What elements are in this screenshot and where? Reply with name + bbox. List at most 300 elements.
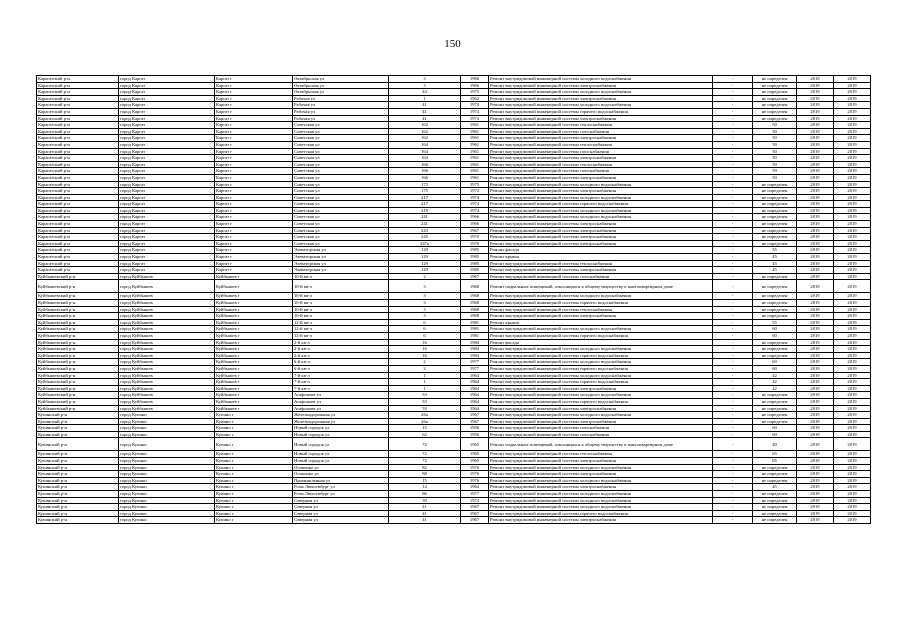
work-type-cell: Ремонт внутридомовой инженерной системы электроснабжения	[489, 385, 713, 392]
work-type-cell: Ремонт внутридомовой инженерной системы горячего водоснабжения	[489, 510, 713, 517]
locality-cell: Каргат г	[215, 207, 293, 214]
end-year-cell: 2019	[834, 510, 871, 517]
start-year-cell: 2019	[797, 385, 834, 392]
wear-cell: не определен	[753, 491, 797, 498]
house-number-cell: 243	[389, 227, 461, 234]
settlement-cell: город Купино	[119, 517, 215, 524]
work-type-cell: Ремонт внутридомовой инженерной системы электроснабжения	[489, 418, 713, 425]
locality-cell: Куйбышев г	[215, 379, 293, 386]
table-row	[37, 319, 871, 326]
street-cell: Северная ул	[293, 510, 389, 517]
table-row	[37, 359, 871, 366]
end-year-cell: 2019	[834, 425, 871, 432]
wear-cell: 50	[753, 161, 797, 168]
table-row	[37, 95, 871, 102]
end-year-cell: 2019	[834, 346, 871, 353]
house-number-cell: 2	[389, 365, 461, 372]
start-year-cell: 2019	[797, 181, 834, 188]
work-type-cell: Ремонт внутридомовой инженерной системы холодного водоснабжения	[489, 207, 713, 214]
settlement-cell: город Каргат	[119, 76, 215, 83]
start-year-cell: 2019	[797, 174, 834, 181]
locality-cell: Каргат г	[215, 128, 293, 135]
table-row	[37, 491, 871, 498]
build-year-cell: 1961	[461, 161, 489, 168]
start-year-cell: 2019	[797, 379, 834, 386]
wear-cell: не определен	[753, 464, 797, 471]
house-number-cell: 53	[389, 392, 461, 399]
dash-cell: -	[713, 372, 753, 379]
dash-cell: -	[713, 141, 753, 148]
district-cell: Карагатский р-н	[37, 82, 119, 89]
district-cell: Куйбышевский р-н	[37, 372, 119, 379]
table-row	[37, 510, 871, 517]
start-year-cell: 2019	[797, 405, 834, 412]
district-cell: Куйбышевский р-н	[37, 319, 119, 326]
end-year-cell: 2019	[834, 352, 871, 359]
wear-cell: не определен	[753, 339, 797, 346]
house-number-cell: 164	[389, 155, 461, 162]
settlement-cell: город Каргат	[119, 122, 215, 129]
dash-cell: -	[713, 122, 753, 129]
build-year-cell: 1974	[461, 207, 489, 214]
settlement-cell: город Купино	[119, 418, 215, 425]
dash-cell: -	[713, 313, 753, 320]
start-year-cell: 2019	[797, 306, 834, 313]
wear-cell: не определен	[753, 227, 797, 234]
work-type-cell: Ремонт внутридомовой инженерной системы горячего водоснабжения	[489, 398, 713, 405]
dash-cell: -	[713, 346, 753, 353]
table-row	[37, 82, 871, 89]
house-number-cell: 14	[389, 484, 461, 491]
district-cell: Куйбышевский р-н	[37, 352, 119, 359]
wear-cell: не определен	[753, 194, 797, 201]
locality-cell: Куйбышев г	[215, 339, 293, 346]
house-number-cell: 129	[389, 254, 461, 261]
end-year-cell: 2019	[834, 398, 871, 405]
settlement-cell: город Каргат	[119, 267, 215, 274]
dash-cell: -	[713, 471, 753, 478]
build-year-cell: 1961	[461, 155, 489, 162]
build-year-cell: 1964	[461, 385, 489, 392]
wear-cell: не определен	[753, 82, 797, 89]
end-year-cell: 2019	[834, 484, 871, 491]
dash-cell: -	[713, 260, 753, 267]
build-year-cell: 1966	[461, 221, 489, 228]
table-row	[37, 418, 871, 425]
locality-cell: Купино г	[215, 431, 293, 438]
dash-cell: -	[713, 339, 753, 346]
dash-cell: -	[713, 234, 753, 241]
work-type-cell: Ремонт внутридомовой инженерной системы холодного водоснабжения	[489, 497, 713, 504]
end-year-cell: 2019	[834, 326, 871, 333]
table-row	[37, 254, 871, 261]
street-cell: Элеваторская ул	[293, 260, 389, 267]
wear-cell: 60	[753, 365, 797, 372]
locality-cell: Куйбышев г	[215, 313, 293, 320]
wear-cell: не определен	[753, 207, 797, 214]
build-year-cell: 1984	[461, 352, 489, 359]
settlement-cell: город Каргат	[119, 82, 215, 89]
street-cell: Советская ул	[293, 227, 389, 234]
start-year-cell: 2019	[797, 207, 834, 214]
end-year-cell: 2019	[834, 148, 871, 155]
wear-cell: не определен	[753, 234, 797, 241]
start-year-cell: 2019	[797, 392, 834, 399]
work-type-cell: Ремонт внутридомовой инженерной системы горячего водоснабжения	[489, 108, 713, 115]
wear-cell: не определен	[753, 273, 797, 280]
table-row	[37, 379, 871, 386]
end-year-cell: 2019	[834, 280, 871, 293]
dash-cell: -	[713, 504, 753, 511]
end-year-cell: 2019	[834, 240, 871, 247]
house-number-cell: 162	[389, 135, 461, 142]
build-year-cell: 1967	[461, 227, 489, 234]
dash-cell: -	[713, 392, 753, 399]
build-year-cell: 1985	[461, 247, 489, 254]
start-year-cell: 2019	[797, 293, 834, 300]
build-year-cell: 1977	[461, 365, 489, 372]
settlement-cell: город Купино	[119, 491, 215, 498]
house-number-cell: 217	[389, 194, 461, 201]
work-type-cell: Ремонт внутридомовой инженерной системы горячего водоснабжения	[489, 332, 713, 339]
wear-cell: 45	[753, 260, 797, 267]
street-cell: Советская ул	[293, 155, 389, 162]
street-cell: 12-й кв-л	[293, 319, 389, 326]
dash-cell: -	[713, 510, 753, 517]
locality-cell: Куйбышев г	[215, 273, 293, 280]
house-number-cell: 166	[389, 174, 461, 181]
house-number-cell: 26а	[389, 412, 461, 419]
start-year-cell: 2019	[797, 418, 834, 425]
dash-cell: -	[713, 267, 753, 274]
settlement-cell: город Каргат	[119, 102, 215, 109]
street-cell: Советская ул	[293, 234, 389, 241]
work-type-cell: Ремонт внутридомовой инженерной системы холодного водоснабжения	[489, 412, 713, 419]
street-cell: Новый городок ул	[293, 458, 389, 465]
dash-cell: -	[713, 128, 753, 135]
street-cell: Осипенко ул	[293, 464, 389, 471]
end-year-cell: 2019	[834, 227, 871, 234]
locality-cell: Каргат г	[215, 194, 293, 201]
settlement-cell: город Каргат	[119, 247, 215, 254]
start-year-cell: 2019	[797, 471, 834, 478]
table-row	[37, 102, 871, 109]
start-year-cell: 2019	[797, 247, 834, 254]
wear-cell: не определен	[753, 115, 797, 122]
street-cell: Октябрьская ул	[293, 89, 389, 96]
start-year-cell: 2019	[797, 82, 834, 89]
district-cell: Карагатский р-н	[37, 148, 119, 155]
build-year-cell: 1967	[461, 412, 489, 419]
locality-cell: Купино г	[215, 504, 293, 511]
table-row	[37, 339, 871, 346]
house-number-cell: 175	[389, 188, 461, 195]
start-year-cell: 2019	[797, 122, 834, 129]
start-year-cell: 2019	[797, 504, 834, 511]
locality-cell: Куйбышев г	[215, 392, 293, 399]
settlement-cell: город Купино	[119, 504, 215, 511]
settlement-cell: город Купино	[119, 497, 215, 504]
table-row	[37, 412, 871, 419]
house-number-cell: 53	[389, 405, 461, 412]
locality-cell: Купино г	[215, 438, 293, 451]
dash-cell: -	[713, 273, 753, 280]
dash-cell: -	[713, 214, 753, 221]
street-cell: Рабочая ул	[293, 95, 389, 102]
end-year-cell: 2019	[834, 174, 871, 181]
start-year-cell: 2019	[797, 141, 834, 148]
start-year-cell: 2019	[797, 517, 834, 524]
table-row	[37, 431, 871, 438]
start-year-cell: 2019	[797, 510, 834, 517]
settlement-cell: город Каргат	[119, 227, 215, 234]
dash-cell: -	[713, 247, 753, 254]
street-cell: Осипенко ул	[293, 471, 389, 478]
settlement-cell: город Каргат	[119, 188, 215, 195]
locality-cell: Каргат г	[215, 76, 293, 83]
house-number-cell: 6	[389, 332, 461, 339]
district-cell: Карагатский р-н	[37, 254, 119, 261]
table-row	[37, 221, 871, 228]
settlement-cell: город Куйбышев	[119, 398, 215, 405]
dash-cell: -	[713, 464, 753, 471]
start-year-cell: 2019	[797, 188, 834, 195]
street-cell: 7-й кв-л	[293, 372, 389, 379]
wear-cell: не определен	[753, 405, 797, 412]
start-year-cell: 2019	[797, 227, 834, 234]
wear-cell: 50	[753, 174, 797, 181]
district-cell: Куйбышевский р-н	[37, 326, 119, 333]
table-row	[37, 517, 871, 524]
end-year-cell: 2019	[834, 332, 871, 339]
settlement-cell: город Каргат	[119, 240, 215, 247]
street-cell: 7-й кв-л	[293, 379, 389, 386]
build-year-cell: 1976	[461, 471, 489, 478]
wear-cell: не определен	[753, 504, 797, 511]
wear-cell: 50	[753, 155, 797, 162]
house-number-cell: 2	[389, 359, 461, 366]
end-year-cell: 2019	[834, 95, 871, 102]
street-cell: 2-й кв-л	[293, 339, 389, 346]
district-cell: Купинский р-н	[37, 418, 119, 425]
table-row	[37, 181, 871, 188]
table-row	[37, 425, 871, 432]
table-row	[37, 438, 871, 451]
work-type-cell: Ремонт внутридомовой инженерной системы теплоснабжения	[489, 306, 713, 313]
work-type-cell: Ремонт внутридомовой инженерной системы холодного водоснабжения	[489, 293, 713, 300]
table-row	[37, 207, 871, 214]
build-year-cell: 1972	[461, 188, 489, 195]
locality-cell: Куйбышев г	[215, 332, 293, 339]
build-year-cell: 1966	[461, 76, 489, 83]
house-number-cell: 16	[389, 352, 461, 359]
end-year-cell: 2019	[834, 82, 871, 89]
wear-cell: не определен	[753, 108, 797, 115]
street-cell: 6-й кв-л	[293, 359, 389, 366]
work-type-cell: Ремонт внутридомовой инженерной системы электроснабжения	[489, 234, 713, 241]
dash-cell: -	[713, 306, 753, 313]
table-row	[37, 398, 871, 405]
street-cell: Северная ул	[293, 517, 389, 524]
locality-cell: Куйбышев г	[215, 346, 293, 353]
district-cell: Куйбышевский р-н	[37, 332, 119, 339]
table-row	[37, 161, 871, 168]
table-row	[37, 306, 871, 313]
settlement-cell: город Куйбышев	[119, 293, 215, 300]
locality-cell: Каргат г	[215, 201, 293, 208]
wear-cell: 42	[753, 385, 797, 392]
house-number-cell: 3	[389, 306, 461, 313]
table-row	[37, 108, 871, 115]
start-year-cell: 2019	[797, 359, 834, 366]
build-year-cell: 1974	[461, 194, 489, 201]
wear-cell: не определен	[753, 517, 797, 524]
wear-cell: не определен	[753, 398, 797, 405]
work-type-cell: Ремонт внутридомовой инженерной системы электроснабжения	[489, 267, 713, 274]
locality-cell: Каргат г	[215, 102, 293, 109]
wear-cell: не определен	[753, 201, 797, 208]
end-year-cell: 2019	[834, 458, 871, 465]
end-year-cell: 2019	[834, 491, 871, 498]
district-cell: Купинский р-н	[37, 504, 119, 511]
wear-cell: 50	[753, 148, 797, 155]
start-year-cell: 2019	[797, 76, 834, 83]
district-cell: Карагатский р-н	[37, 174, 119, 181]
settlement-cell: город Куйбышев	[119, 326, 215, 333]
wear-cell: не определен	[753, 89, 797, 96]
start-year-cell: 2019	[797, 201, 834, 208]
work-type-cell: Ремонт внутридомовой инженерной системы газоснабжения	[489, 431, 713, 438]
dash-cell: -	[713, 102, 753, 109]
build-year-cell: 1967	[461, 273, 489, 280]
locality-cell: Купино г	[215, 484, 293, 491]
district-cell: Карагатский р-н	[37, 221, 119, 228]
work-type-cell: Ремонт внутридомовой инженерной системы горячего водоснабжения	[489, 352, 713, 359]
settlement-cell: город Куйбышев	[119, 405, 215, 412]
dash-cell: -	[713, 89, 753, 96]
street-cell: Советская ул	[293, 194, 389, 201]
work-type-cell: Ремонт внутридомовой инженерной системы холодного водоснабжения	[489, 491, 713, 498]
district-cell: Карагатский р-н	[37, 135, 119, 142]
house-number-cell: 164	[389, 141, 461, 148]
street-cell: Элеваторская ул	[293, 254, 389, 261]
table-row	[37, 293, 871, 300]
dash-cell: -	[713, 477, 753, 484]
district-cell: Карагатский р-н	[37, 214, 119, 221]
work-type-cell: Ремонт внутридомовой инженерной системы горячего водоснабжения	[489, 201, 713, 208]
end-year-cell: 2019	[834, 115, 871, 122]
work-type-cell: Ремонт внутридомовой инженерной системы электроснабжения	[489, 115, 713, 122]
settlement-cell: город Купино	[119, 510, 215, 517]
street-cell: Октябрьская ул	[293, 82, 389, 89]
work-type-cell: Ремонт внутридомовой инженерной системы холодного водоснабжения	[489, 464, 713, 471]
settlement-cell: город Каргат	[119, 155, 215, 162]
work-type-cell: Ремонт внутридомовой инженерной системы холодного водоснабжения	[489, 89, 713, 96]
house-number-cell: 162	[389, 122, 461, 129]
locality-cell: Каргат г	[215, 188, 293, 195]
settlement-cell: город Каргат	[119, 95, 215, 102]
locality-cell: Каргат г	[215, 155, 293, 162]
table-row	[37, 260, 871, 267]
work-type-cell: Ремонт внутридомовой инженерной системы холодного водоснабжения	[489, 181, 713, 188]
district-cell: Куйбышевский р-н	[37, 392, 119, 399]
table-row	[37, 313, 871, 320]
build-year-cell: 1964	[461, 484, 489, 491]
district-cell: Карагатский р-н	[37, 128, 119, 135]
start-year-cell: 2019	[797, 431, 834, 438]
start-year-cell: 2019	[797, 425, 834, 432]
build-year-cell: 1965	[461, 458, 489, 465]
build-year-cell: 1968	[461, 306, 489, 313]
wear-cell: 50	[753, 135, 797, 142]
dash-cell: -	[713, 385, 753, 392]
table-row	[37, 385, 871, 392]
district-cell: Карагатский р-н	[37, 108, 119, 115]
build-year-cell: 1968	[461, 293, 489, 300]
build-year-cell: 1966	[461, 82, 489, 89]
street-cell: Агафонова ул	[293, 405, 389, 412]
house-number-cell: 16	[389, 346, 461, 353]
dash-cell: -	[713, 181, 753, 188]
dash-cell: -	[713, 431, 753, 438]
start-year-cell: 2019	[797, 313, 834, 320]
work-type-cell: Ремонт внутридомовой инженерной системы холодного водоснабжения	[489, 504, 713, 511]
work-type-cell: Ремонт внутридомовой инженерной системы электроснабжения	[489, 484, 713, 491]
house-number-cell: 129	[389, 260, 461, 267]
locality-cell: Каргат г	[215, 141, 293, 148]
wear-cell: 65	[753, 451, 797, 458]
work-type-cell: Ремонт внутридомовой инженерной системы горячего водоснабжения	[489, 300, 713, 307]
wear-cell: 60	[753, 332, 797, 339]
street-cell: Новый городок ул	[293, 438, 389, 451]
district-cell: Карагатский р-н	[37, 102, 119, 109]
table-row	[37, 89, 871, 96]
street-cell: Советская ул	[293, 188, 389, 195]
house-number-cell: 44	[389, 89, 461, 96]
wear-cell: не определен	[753, 293, 797, 300]
start-year-cell: 2019	[797, 214, 834, 221]
end-year-cell: 2019	[834, 102, 871, 109]
street-cell: Рабочая ул	[293, 115, 389, 122]
district-cell: Купинский р-н	[37, 464, 119, 471]
build-year-cell: 1976	[461, 464, 489, 471]
wear-cell: не определен	[753, 181, 797, 188]
locality-cell: Каргат г	[215, 214, 293, 221]
street-cell: Советская ул	[293, 214, 389, 221]
wear-cell: не определен	[753, 497, 797, 504]
table-row	[37, 458, 871, 465]
page-number: 150	[444, 38, 461, 50]
start-year-cell: 2019	[797, 221, 834, 228]
settlement-cell: город Каргат	[119, 135, 215, 142]
work-type-cell: Ремонт внутридомовой инженерной системы электроснабжения	[489, 221, 713, 228]
dash-cell: -	[713, 425, 753, 432]
work-type-cell: Ремонт внутридомовой инженерной системы холодного водоснабжения	[489, 346, 713, 353]
end-year-cell: 2019	[834, 339, 871, 346]
end-year-cell: 2019	[834, 267, 871, 274]
start-year-cell: 2019	[797, 254, 834, 261]
work-type-cell: Ремонт внутридомовой инженерной системы электроснабжения	[489, 517, 713, 524]
house-number-cell: 3	[389, 293, 461, 300]
locality-cell: Каргат г	[215, 115, 293, 122]
table-row	[37, 135, 871, 142]
wear-cell: не определен	[753, 300, 797, 307]
wear-cell: не определен	[753, 221, 797, 228]
street-cell: 10-й кв-л	[293, 313, 389, 320]
start-year-cell: 2019	[797, 319, 834, 326]
start-year-cell: 2019	[797, 332, 834, 339]
start-year-cell: 2019	[797, 484, 834, 491]
